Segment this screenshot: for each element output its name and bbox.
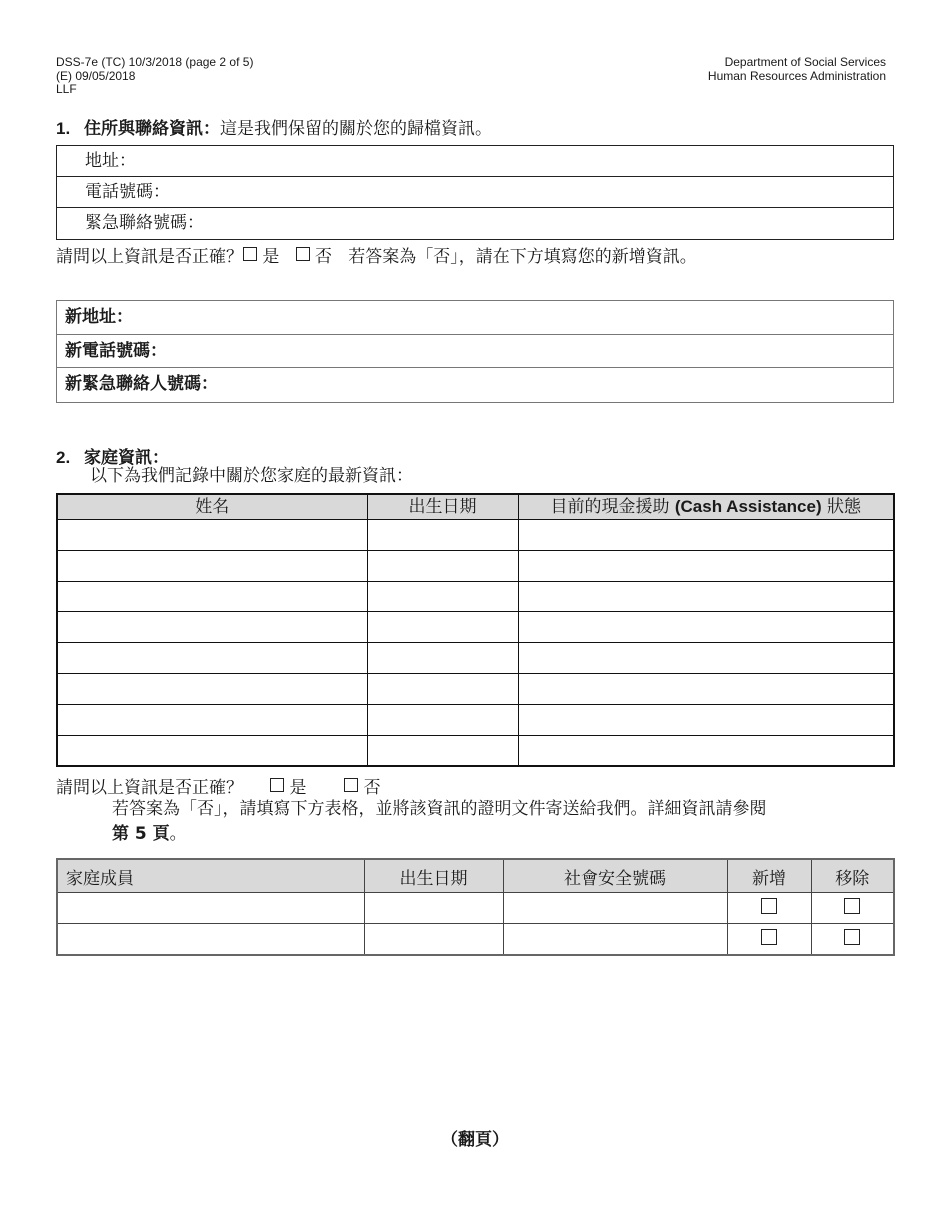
section1-description: 這是我們保留的關於您的歸檔資訊。 bbox=[220, 119, 492, 139]
household-row bbox=[57, 673, 894, 704]
section2-instruction-line1: 若答案為「否」，請填寫下方表格，並將該資訊的證明文件寄送給我們。詳細資訊請參閱 bbox=[112, 799, 767, 819]
member-row bbox=[57, 924, 894, 956]
col-status-suffix: 狀態 bbox=[821, 497, 862, 517]
household-name-cell[interactable] bbox=[57, 673, 367, 704]
section1-question-text: 請問以上資訊是否正確？ bbox=[56, 247, 243, 267]
col-status-prefix: 目前的現金援助 bbox=[550, 497, 675, 517]
emergency-phone-label: 緊急聯絡號碼： bbox=[85, 213, 204, 233]
member-ssn-cell[interactable] bbox=[503, 924, 727, 956]
household-status-cell[interactable] bbox=[518, 643, 894, 674]
household-dob-cell[interactable] bbox=[367, 643, 518, 674]
member-row bbox=[57, 893, 894, 924]
agency-sub-name: Human Resources Administration bbox=[707, 68, 886, 83]
add-checkbox[interactable] bbox=[761, 898, 777, 914]
contact-info-box bbox=[56, 145, 894, 240]
household-name-cell[interactable] bbox=[57, 643, 367, 674]
household-row bbox=[57, 704, 894, 735]
member-table-header bbox=[57, 859, 894, 893]
household-dob-cell[interactable] bbox=[367, 704, 518, 735]
household-dob-cell[interactable] bbox=[367, 673, 518, 704]
section2-instruction bbox=[112, 797, 872, 847]
form-english-date: (E) 09/05/2018 bbox=[56, 68, 136, 83]
section1-no-checkbox[interactable] bbox=[296, 247, 310, 261]
member-change-table bbox=[56, 858, 895, 956]
section2-yes-checkbox[interactable] bbox=[270, 778, 284, 792]
member-remove-cell bbox=[811, 893, 894, 924]
household-table bbox=[56, 493, 895, 767]
col-dob: 出生日期 bbox=[367, 494, 518, 520]
household-row bbox=[57, 520, 894, 551]
household-row bbox=[57, 643, 894, 674]
household-dob-cell[interactable] bbox=[367, 581, 518, 612]
member-add-cell bbox=[727, 924, 811, 956]
col-name: 姓名 bbox=[57, 494, 367, 520]
agency-block bbox=[708, 56, 886, 83]
form-language-code: LLF bbox=[56, 82, 77, 96]
section2-no-label: 否 bbox=[363, 778, 381, 798]
member-dob-cell[interactable] bbox=[364, 924, 503, 956]
add-checkbox[interactable] bbox=[761, 929, 777, 945]
section2-verify-question bbox=[56, 773, 381, 798]
household-status-cell[interactable] bbox=[518, 520, 894, 551]
household-status-cell[interactable] bbox=[518, 581, 894, 612]
household-row bbox=[57, 735, 894, 766]
section1-title: 住所與聯絡資訊： bbox=[84, 119, 220, 139]
section2-question-text: 請問以上資訊是否正確？ bbox=[56, 778, 243, 798]
instruction-end: 。 bbox=[169, 824, 187, 844]
section2-description: 以下為我們記錄中關於您家庭的最新資訊： bbox=[90, 466, 413, 486]
section1-yes-checkbox[interactable] bbox=[243, 247, 257, 261]
household-row bbox=[57, 550, 894, 581]
remove-checkbox[interactable] bbox=[844, 898, 860, 914]
member-remove-cell bbox=[811, 924, 894, 956]
col-status-en: (Cash Assistance) bbox=[674, 497, 822, 516]
form-id-block bbox=[56, 56, 253, 97]
section1-verify-question bbox=[56, 242, 697, 267]
member-ssn-cell[interactable] bbox=[503, 893, 727, 924]
household-status-cell[interactable] bbox=[518, 735, 894, 766]
col-remove: 移除 bbox=[811, 859, 894, 893]
household-name-cell[interactable] bbox=[57, 550, 367, 581]
member-add-cell bbox=[727, 893, 811, 924]
household-dob-cell[interactable] bbox=[367, 612, 518, 643]
member-member-cell[interactable] bbox=[57, 893, 364, 924]
household-table-header bbox=[57, 494, 894, 520]
address-label: 地址： bbox=[85, 151, 136, 171]
section2-no-checkbox[interactable] bbox=[344, 778, 358, 792]
household-status-cell[interactable] bbox=[518, 673, 894, 704]
new-emergency-phone-row[interactable] bbox=[57, 368, 893, 402]
turn-page-note: （翻頁） bbox=[441, 1130, 509, 1150]
household-row bbox=[57, 612, 894, 643]
section1-number: 1. bbox=[56, 119, 71, 138]
new-address-label: 新地址： bbox=[65, 307, 133, 327]
col-cash-assistance-status bbox=[518, 494, 894, 520]
section1-yes-label: 是 bbox=[262, 247, 280, 267]
col-ssn: 社會安全號碼 bbox=[503, 859, 727, 893]
new-emergency-phone-label: 新緊急聯絡人號碼： bbox=[65, 374, 218, 394]
remove-checkbox[interactable] bbox=[844, 929, 860, 945]
section1-heading bbox=[56, 114, 492, 139]
col-add: 新增 bbox=[727, 859, 811, 893]
household-dob-cell[interactable] bbox=[367, 550, 518, 581]
emergency-phone-row bbox=[57, 208, 893, 239]
new-contact-info-box bbox=[56, 300, 894, 403]
agency-name: Department of Social Services bbox=[724, 55, 886, 69]
form-id: DSS-7e (TC) 10/3/2018 (page 2 of 5) bbox=[56, 55, 254, 69]
section2-yes-label: 是 bbox=[289, 778, 307, 798]
household-status-cell[interactable] bbox=[518, 612, 894, 643]
section1-no-label: 否 bbox=[315, 247, 333, 267]
section2-title: 家庭資訊： bbox=[84, 448, 169, 468]
household-name-cell[interactable] bbox=[57, 520, 367, 551]
section1-if-no-text: 若答案為「否」，請在下方填寫您的新增資訊。 bbox=[348, 247, 697, 267]
household-row bbox=[57, 581, 894, 612]
member-dob-cell[interactable] bbox=[364, 893, 503, 924]
household-name-cell[interactable] bbox=[57, 612, 367, 643]
household-dob-cell[interactable] bbox=[367, 520, 518, 551]
new-phone-row[interactable] bbox=[57, 335, 893, 369]
household-name-cell[interactable] bbox=[57, 704, 367, 735]
address-row bbox=[57, 146, 893, 177]
new-address-row[interactable] bbox=[57, 301, 893, 335]
member-member-cell[interactable] bbox=[57, 924, 364, 956]
col-member-dob: 出生日期 bbox=[364, 859, 503, 893]
phone-label: 電話號碼： bbox=[85, 182, 170, 202]
section2-number: 2. bbox=[56, 448, 71, 467]
household-status-cell[interactable] bbox=[518, 550, 894, 581]
household-name-cell[interactable] bbox=[57, 735, 367, 766]
col-member: 家庭成員 bbox=[57, 859, 364, 893]
new-phone-label: 新電話號碼： bbox=[65, 340, 167, 361]
phone-row bbox=[57, 177, 893, 208]
household-name-cell[interactable] bbox=[57, 581, 367, 612]
household-dob-cell[interactable] bbox=[367, 735, 518, 766]
section2-instruction-line2 bbox=[112, 822, 872, 847]
page-reference: 第 5 頁 bbox=[112, 824, 170, 844]
household-status-cell[interactable] bbox=[518, 704, 894, 735]
